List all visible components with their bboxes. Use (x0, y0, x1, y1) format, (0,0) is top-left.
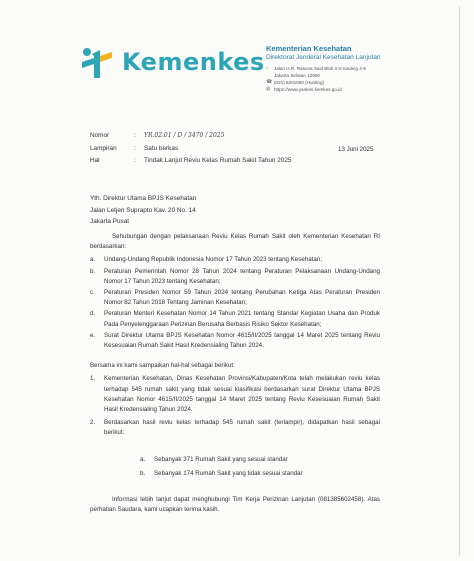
list-item: 1. Kementerian Kesehatan, Dinas Kesehatan Provinsi/Kabupaten/Kota telah melakukan reviu kelas terhadap 545 rumah sakit yang tidak sesuai klasifikasi berdasarkan surat Direktur Utama BPJS Kesehatan Nomor 4615/II/2025 tanggal 14 Maret 2025 tentang Reviu Kesesuaian Rumah Sakit Hasil Kredensialing Tahun 2024. (90, 375, 380, 414)
phone-icon: ☎ (266, 79, 273, 85)
org-website-line: ◍ https://www.yankes.kemkes.go.id (266, 86, 342, 92)
basis-list (90, 255, 380, 351)
list-item: b. Sebanyak 174 Rumah Sakit yang tidak sesuai standar (140, 469, 303, 477)
list-item: a. Sebanyak 371 Rumah Sakit yang sesuai standar (140, 455, 288, 463)
meta-lampiran: Lampiran : Satu berkas (90, 144, 179, 152)
results-list (90, 455, 380, 479)
closing-paragraph: Informasi lebih lanjut dapat menghubungi Tim Kerja Perizinan Lanjutan (081385602458). Atas perhatian Saudara, kami ucapkan terima kasih. (90, 496, 380, 514)
letter-date: 13 Juni 2025 (338, 146, 374, 153)
addressee-line: Jalan Letjen Suprapto Kav. 20 No. 14 (90, 206, 196, 214)
org-directorate: Direktorat Jenderal Kesehatan Lanjutan (266, 54, 381, 61)
addressee-block (90, 193, 196, 228)
points-intro: Bersama ini kami sampaikan hal-hal sebagai berikut: (90, 362, 235, 370)
kemenkes-logo (78, 42, 265, 82)
page-edge (459, 6, 460, 556)
org-name: Kementerian Kesehatan (266, 44, 352, 53)
addressee-line: Jakarta Pusat (90, 218, 130, 225)
intro-paragraph: Sehubungan dengan pelaksanaan Reviu Kelas Rumah Sakit oleh Kementerian Kesehatan RI berdasarkan: (90, 233, 380, 251)
list-item: b. Peraturan Pemerintah Nomor 28 Tahun 2024 tentang Peraturan Pelaksanaan Undang-Undang Nomor 17 Tahun 2023 tentang Kesehatan; (90, 267, 380, 285)
logo-text: Kemenkes (122, 48, 265, 76)
points-list (90, 374, 380, 438)
addressee-line: Yth. Direktur Utama BPJS Kesehatan (90, 195, 197, 202)
nomor-value: YR.02.01 / D / 3470 / 2025 (144, 132, 225, 139)
location-icon: ⌂ (266, 65, 270, 71)
list-item: e. Surat Direktur Utama BPJS Kesehatan Nomor 4615/II/2025 tanggal 14 Maret 2025 tentang Reviu Kesesuaian Rumah Sakit Hasil Kredensialing Tahun 2024. (90, 331, 380, 350)
org-address-line: ⌂ Jalan H.R. Rasuna Said Blok X-5 Kavling 4-9 (266, 65, 366, 71)
globe-icon: ◍ (266, 86, 271, 92)
meta-nomor: Nomor : YR.02.01 / D / 3470 / 2025 (90, 130, 390, 143)
list-item: 2. Berdasarkan hasil reviu kelas terhadap 545 rumah sakit (terlampir), didapatkan hasil sebagai berikut: (90, 419, 380, 437)
list-item: a. Undang-Undang Republik Indonesia Nomor 17 Tahun 2023 tentang Kesehatan; (90, 256, 322, 264)
org-address-line: Jakarta Selatan 12950 (274, 73, 320, 78)
letter-body (90, 232, 380, 518)
list-item: c. Peraturan Presiden Nomor 59 Tahun 2024 tentang Perubahan Ketiga Atas Peraturan Presiden Nomor 82 Tahun 2018 Tentang Jaminan Kesehatan; (90, 289, 380, 307)
logo-emblem-icon (78, 42, 118, 82)
meta-hal: Hal : Tindak Lanjut Reviu Kelas Rumah Sakit Tahun 2025 (90, 157, 292, 164)
org-phone-line: ☎ (021) 5201590 (Hunting) (266, 79, 325, 85)
list-item: d. Peraturan Menteri Kesehatan Nomor 14 Tahun 2021 tentang Standar Kegiatan Usaha dan Produk Pada Penyelenggaraan Perizinan Berusaha Berbasis Risiko Sektor Kesehatan; (90, 310, 380, 328)
org-block (266, 44, 446, 93)
